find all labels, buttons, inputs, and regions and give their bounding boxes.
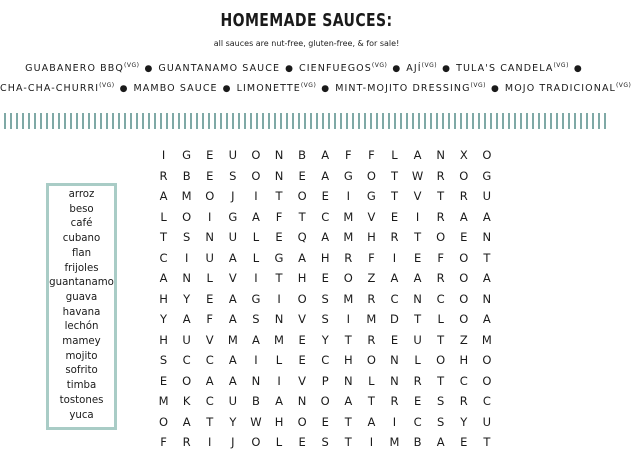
grid-letter[interactable]: R bbox=[459, 394, 468, 408]
word-bank-item: café bbox=[70, 218, 93, 230]
vegan-tag: (VG) bbox=[300, 82, 317, 89]
grid-letter[interactable]: R bbox=[344, 250, 353, 265]
sauce-name bbox=[456, 63, 569, 74]
grid-letter[interactable]: T bbox=[483, 250, 491, 265]
grid-letter[interactable]: G bbox=[228, 209, 238, 224]
grid-letter[interactable]: U bbox=[413, 332, 422, 347]
grid-letter[interactable]: T bbox=[390, 189, 398, 203]
bullet-separator: ● bbox=[144, 64, 154, 74]
grid-letter[interactable]: A bbox=[275, 394, 283, 408]
grid-letter[interactable]: L bbox=[391, 148, 398, 162]
grid-letter[interactable]: O bbox=[366, 353, 376, 367]
grid-letter[interactable]: T bbox=[437, 189, 445, 203]
grid-letter[interactable]: I bbox=[392, 250, 397, 265]
grid-letter[interactable]: N bbox=[482, 230, 492, 244]
grid-letter[interactable]: T bbox=[483, 435, 491, 449]
grid-letter[interactable]: R bbox=[413, 373, 422, 388]
grid-letter[interactable]: V bbox=[413, 189, 422, 203]
grid-letter[interactable]: Z bbox=[367, 271, 376, 285]
grid-letter[interactable]: C bbox=[459, 373, 468, 388]
grid-letter[interactable]: A bbox=[182, 414, 191, 429]
grid-letter[interactable]: N bbox=[274, 168, 284, 183]
vegan-tag: (VG) bbox=[553, 62, 569, 69]
grid-letter[interactable]: S bbox=[229, 168, 237, 183]
grid-letter[interactable]: J bbox=[231, 189, 235, 203]
word-bank-item: beso bbox=[69, 203, 94, 215]
grid-letter[interactable]: B bbox=[182, 168, 191, 183]
grid-letter[interactable]: W bbox=[411, 168, 424, 183]
grid-letter[interactable]: A bbox=[436, 435, 445, 449]
bullet-separator: ● bbox=[285, 64, 295, 74]
grid-letter[interactable]: O bbox=[436, 353, 446, 367]
grid-letter[interactable]: F bbox=[368, 250, 375, 265]
grid-letter[interactable]: R bbox=[459, 189, 468, 203]
grid-letter[interactable]: V bbox=[205, 332, 214, 347]
grid-letter[interactable]: F bbox=[437, 250, 444, 265]
grid-letter[interactable]: S bbox=[252, 312, 260, 326]
grid-letter[interactable]: M bbox=[181, 189, 192, 203]
grid-letter[interactable]: A bbox=[251, 209, 260, 224]
grid-letter[interactable]: N bbox=[297, 394, 307, 408]
grid-letter[interactable]: O bbox=[297, 414, 307, 429]
grid-letter[interactable]: E bbox=[390, 332, 399, 347]
grid-letter[interactable]: O bbox=[459, 250, 469, 265]
grid-letter[interactable]: W bbox=[250, 414, 262, 429]
sauce-label: MINT-MOJITO DRESSING bbox=[335, 83, 471, 94]
grid-letter[interactable]: R bbox=[436, 168, 445, 183]
grid-letter[interactable]: L bbox=[437, 312, 444, 326]
grid-letter[interactable]: O bbox=[436, 230, 446, 244]
sauce-label: TULA'S CANDELA bbox=[456, 63, 554, 74]
bullet-separator: ● bbox=[119, 84, 129, 94]
sauce-name bbox=[406, 63, 437, 74]
grid-letter[interactable]: I bbox=[254, 271, 258, 285]
grid-letter[interactable]: E bbox=[298, 435, 306, 449]
grid-letter[interactable]: G bbox=[274, 250, 284, 265]
grid-letter[interactable]: X bbox=[459, 148, 468, 162]
grid-letter[interactable]: V bbox=[228, 271, 237, 285]
grid-letter[interactable]: R bbox=[367, 291, 376, 306]
grid-letter[interactable]: A bbox=[251, 332, 260, 347]
grid-letter[interactable]: O bbox=[482, 353, 492, 367]
grid-letter[interactable]: T bbox=[437, 373, 445, 388]
vegan-tag: (VG) bbox=[470, 82, 486, 89]
word-bank-item: mamey bbox=[62, 336, 101, 348]
grid-letter[interactable]: N bbox=[251, 373, 261, 388]
grid-letter[interactable]: O bbox=[297, 291, 307, 306]
word-bank bbox=[46, 183, 117, 430]
word-bank-item: frijoles bbox=[64, 262, 99, 274]
grid-letter[interactable]: Y bbox=[229, 414, 237, 429]
grid-letter[interactable]: N bbox=[413, 291, 422, 306]
grid-letter[interactable]: Q bbox=[297, 230, 307, 244]
grid-letter[interactable]: N bbox=[205, 230, 215, 244]
grid-letter[interactable]: E bbox=[159, 373, 168, 388]
grid-letter[interactable]: R bbox=[367, 332, 376, 347]
grid-letter[interactable]: L bbox=[160, 209, 167, 224]
grid-letter[interactable]: O bbox=[205, 189, 215, 203]
vegan-tag: (VG) bbox=[615, 82, 631, 89]
grid-letter[interactable]: B bbox=[298, 148, 307, 162]
grid-letter[interactable]: C bbox=[436, 291, 445, 306]
grid-letter[interactable]: F bbox=[368, 148, 375, 162]
grid-letter[interactable]: E bbox=[460, 435, 468, 449]
grid-letter[interactable]: C bbox=[321, 353, 330, 367]
grid-letter[interactable]: T bbox=[344, 414, 352, 429]
grid-letter[interactable]: E bbox=[206, 168, 214, 183]
grid-letter[interactable]: M bbox=[366, 312, 377, 326]
grid-letter[interactable]: O bbox=[297, 189, 307, 203]
grid-letter[interactable]: E bbox=[206, 148, 214, 162]
grid-letter[interactable]: E bbox=[275, 230, 283, 244]
bullet-separator: ● bbox=[321, 84, 331, 94]
grid-letter[interactable]: A bbox=[367, 414, 376, 429]
grid-letter[interactable]: T bbox=[275, 189, 283, 203]
grid-letter[interactable]: A bbox=[321, 148, 330, 162]
sauce-label: CIENFUEGOS bbox=[299, 63, 372, 74]
grid-letter[interactable]: R bbox=[436, 209, 445, 224]
grid-letter[interactable]: U bbox=[205, 250, 214, 265]
grid-letter[interactable]: Y bbox=[183, 291, 191, 306]
grid-letter[interactable]: V bbox=[298, 312, 307, 326]
grid-letter[interactable]: O bbox=[482, 373, 492, 388]
grid-letter[interactable]: A bbox=[413, 148, 422, 162]
grid-letter[interactable]: Y bbox=[160, 312, 168, 326]
grid-letter[interactable]: I bbox=[277, 373, 281, 388]
grid-letter[interactable]: L bbox=[252, 250, 260, 265]
grid-letter[interactable]: F bbox=[206, 312, 214, 326]
grid-letter[interactable]: N bbox=[482, 291, 492, 306]
word-bank-item: timba bbox=[66, 380, 97, 392]
grid-letter[interactable]: N bbox=[390, 353, 399, 367]
grid-letter[interactable]: J bbox=[231, 435, 235, 449]
sauce-label: GUABANERO BBQ bbox=[25, 63, 124, 74]
grid-letter[interactable]: T bbox=[414, 312, 422, 326]
grid-letter[interactable]: U bbox=[482, 189, 492, 203]
grid-letter[interactable]: C bbox=[321, 209, 330, 224]
grid-letter[interactable]: E bbox=[413, 394, 422, 408]
sauce-name bbox=[505, 83, 631, 94]
grid-letter[interactable]: L bbox=[252, 230, 260, 244]
grid-letter[interactable]: E bbox=[298, 168, 306, 183]
grid-letter[interactable]: O bbox=[459, 168, 469, 183]
grid-letter[interactable]: O bbox=[482, 148, 492, 162]
sauce-list-line-2 bbox=[0, 82, 631, 94]
grid-letter[interactable]: O bbox=[343, 271, 353, 285]
grid-letter[interactable]: H bbox=[367, 230, 376, 244]
grid-letter[interactable]: G bbox=[343, 168, 353, 183]
grid-letter[interactable]: E bbox=[321, 189, 329, 203]
word-bank-item: guantanamo bbox=[49, 277, 114, 289]
grid-letter[interactable]: M bbox=[343, 230, 354, 244]
grid-letter[interactable]: T bbox=[298, 209, 306, 224]
grid-letter[interactable]: C bbox=[182, 353, 191, 367]
grid-letter[interactable]: B bbox=[251, 394, 260, 408]
grid-letter[interactable]: I bbox=[369, 435, 374, 449]
grid-letter[interactable]: O bbox=[320, 394, 330, 408]
grid-letter[interactable]: A bbox=[482, 209, 491, 224]
grid-letter[interactable]: G bbox=[182, 148, 192, 162]
grid-letter[interactable]: D bbox=[390, 312, 399, 326]
vegan-tag: (VG) bbox=[124, 62, 140, 69]
grid-letter[interactable]: O bbox=[182, 209, 192, 224]
grid-letter[interactable]: U bbox=[228, 148, 238, 162]
word-bank-item: lechón bbox=[64, 321, 99, 333]
grid-letter[interactable]: I bbox=[277, 291, 281, 306]
grid-letter[interactable]: G bbox=[366, 189, 376, 203]
word-bank-item: sofrito bbox=[65, 365, 98, 377]
grid-letter[interactable]: H bbox=[297, 271, 307, 285]
grid-letter[interactable]: I bbox=[254, 353, 258, 367]
grid-letter[interactable]: V bbox=[367, 209, 376, 224]
grid-letter[interactable]: A bbox=[159, 271, 168, 285]
word-search-grid bbox=[152, 145, 498, 453]
grid-letter[interactable]: L bbox=[206, 271, 213, 285]
sauce-name bbox=[25, 63, 139, 74]
word-bank-item: mojito bbox=[65, 350, 98, 362]
grid-letter[interactable]: N bbox=[390, 373, 399, 388]
grid-letter[interactable]: C bbox=[159, 250, 168, 265]
grid-letter[interactable]: A bbox=[482, 312, 491, 326]
subtitle: all sauces are nut-free, gluten-free, & for sale! bbox=[213, 39, 400, 48]
grid-letter[interactable]: I bbox=[346, 189, 350, 203]
grid-letter[interactable]: S bbox=[321, 312, 329, 326]
grid-letter[interactable]: R bbox=[159, 168, 168, 183]
grid-letter[interactable]: T bbox=[344, 435, 352, 449]
grid-letter[interactable]: S bbox=[437, 394, 445, 408]
word-list bbox=[49, 186, 114, 423]
grid-letter[interactable]: Z bbox=[459, 332, 468, 347]
grid-letter[interactable]: T bbox=[344, 332, 352, 347]
grid-letter[interactable]: T bbox=[437, 332, 445, 347]
grid-letter[interactable]: M bbox=[343, 291, 354, 306]
grid-letter[interactable]: A bbox=[482, 271, 491, 285]
grid-letter[interactable]: E bbox=[390, 209, 399, 224]
vegan-tag: (VG) bbox=[371, 62, 388, 69]
grid-letter[interactable]: S bbox=[182, 230, 191, 244]
grid-letter[interactable]: K bbox=[182, 394, 191, 408]
grid-letter[interactable]: F bbox=[344, 148, 352, 162]
grid-letter[interactable]: H bbox=[459, 353, 469, 367]
grid-letter[interactable]: I bbox=[415, 209, 420, 224]
grid-letter[interactable]: T bbox=[160, 230, 168, 244]
grid-letter[interactable]: A bbox=[228, 373, 237, 388]
grid-letter[interactable]: S bbox=[321, 435, 329, 449]
sauce-name bbox=[237, 83, 317, 94]
grid-letter[interactable]: I bbox=[346, 312, 350, 326]
grid-letter[interactable]: N bbox=[274, 148, 284, 162]
grid-letter[interactable]: A bbox=[159, 189, 168, 203]
grid-letter[interactable]: R bbox=[436, 271, 445, 285]
grid-letter[interactable]: E bbox=[298, 332, 306, 347]
grid-letter[interactable]: U bbox=[182, 332, 191, 347]
word-bank-item: arroz bbox=[68, 189, 95, 200]
sauce-name bbox=[134, 83, 218, 94]
word-bank-item: yuca bbox=[69, 409, 94, 421]
grid-letter[interactable]: A bbox=[182, 312, 191, 326]
grid-letter[interactable]: R bbox=[182, 435, 191, 449]
grid-letter[interactable]: C bbox=[413, 414, 422, 429]
bullet-separator: ● bbox=[490, 84, 500, 94]
sauce-name bbox=[0, 83, 115, 94]
grid-letter[interactable]: M bbox=[158, 394, 169, 408]
grid-letter[interactable]: A bbox=[298, 250, 307, 265]
grid-letter[interactable]: E bbox=[460, 230, 468, 244]
grid-letter[interactable]: C bbox=[390, 291, 399, 306]
grid-letter[interactable]: E bbox=[321, 271, 329, 285]
vegan-tag: (VG) bbox=[99, 82, 115, 89]
grid-letter[interactable]: S bbox=[159, 353, 168, 367]
grid-letter[interactable]: G bbox=[251, 291, 261, 306]
grid-letter[interactable]: T bbox=[414, 230, 422, 244]
grid-letter[interactable]: I bbox=[208, 209, 212, 224]
grid-letter[interactable]: H bbox=[159, 332, 168, 347]
grid-letter[interactable]: L bbox=[414, 353, 421, 367]
grid-letter[interactable]: Y bbox=[321, 332, 329, 347]
grid-letter[interactable]: N bbox=[182, 271, 191, 285]
grid-letter[interactable]: E bbox=[413, 250, 422, 265]
grid-letter[interactable]: R bbox=[390, 394, 399, 408]
grid-letter[interactable]: T bbox=[390, 168, 398, 183]
grid-letter[interactable]: A bbox=[228, 312, 237, 326]
grid-letter[interactable]: T bbox=[367, 394, 375, 408]
grid-letter[interactable]: O bbox=[159, 414, 169, 429]
grid-letter[interactable]: T bbox=[206, 414, 214, 429]
grid-letter[interactable]: A bbox=[228, 291, 237, 306]
word-bank-item: flan bbox=[71, 247, 92, 259]
grid-letter[interactable]: A bbox=[321, 230, 330, 244]
sauce-name bbox=[299, 63, 387, 74]
grid-letter[interactable]: T bbox=[275, 271, 283, 285]
sauce-name bbox=[158, 63, 280, 74]
grid-letter[interactable]: O bbox=[182, 373, 192, 388]
grid-letter[interactable]: U bbox=[482, 414, 492, 429]
grid-letter[interactable]: I bbox=[161, 148, 166, 162]
page-title: HOMEMADE SAUCES: bbox=[220, 10, 393, 31]
grid-letter[interactable]: A bbox=[390, 271, 399, 285]
grid-letter[interactable]: U bbox=[228, 394, 238, 408]
grid-letter[interactable]: F bbox=[160, 435, 167, 449]
sauce-label: MAMBO SAUCE bbox=[133, 83, 218, 94]
sauce-label: CHA-CHA-CHURRI bbox=[0, 83, 100, 94]
grid-letter[interactable]: C bbox=[205, 394, 214, 408]
grid-letter[interactable]: H bbox=[159, 291, 168, 306]
grid-letter[interactable]: A bbox=[228, 353, 237, 367]
word-bank-item: cubano bbox=[62, 233, 101, 245]
grid-letter[interactable]: C bbox=[482, 394, 491, 408]
grid-letter[interactable]: A bbox=[344, 394, 353, 408]
grid-letter[interactable]: I bbox=[392, 414, 397, 429]
grid-letter[interactable]: O bbox=[459, 312, 469, 326]
bullet-separator: ● bbox=[573, 64, 583, 74]
grid-letter[interactable]: A bbox=[228, 250, 237, 265]
grid-letter[interactable]: M bbox=[227, 332, 238, 347]
grid-letter[interactable]: N bbox=[343, 373, 353, 388]
grid-letter[interactable]: O bbox=[251, 148, 261, 162]
sauce-label: AJÍ bbox=[406, 63, 422, 74]
grid-letter[interactable]: V bbox=[298, 373, 307, 388]
grid-letter[interactable]: A bbox=[205, 373, 214, 388]
bullet-separator: ● bbox=[442, 64, 452, 74]
bullet-separator: ● bbox=[222, 84, 232, 94]
grid-letter[interactable]: N bbox=[436, 148, 445, 162]
grid-letter[interactable]: C bbox=[205, 353, 214, 367]
grid-letter[interactable]: H bbox=[320, 250, 330, 265]
grid-letter[interactable]: F bbox=[275, 209, 283, 224]
grid-letter[interactable]: L bbox=[368, 373, 375, 388]
grid-letter[interactable]: N bbox=[274, 312, 284, 326]
grid-letter[interactable]: E bbox=[321, 414, 329, 429]
grid-letter[interactable]: B bbox=[413, 435, 422, 449]
grid-letter[interactable]: Y bbox=[460, 414, 468, 429]
grid-letter[interactable]: M bbox=[389, 435, 400, 449]
grid-letter[interactable]: I bbox=[254, 189, 258, 203]
grid-letter[interactable]: S bbox=[321, 291, 329, 306]
grid-letter[interactable]: G bbox=[482, 168, 492, 183]
grid-letter[interactable]: O bbox=[251, 435, 261, 449]
grid-letter[interactable]: O bbox=[251, 168, 261, 183]
grid-letter[interactable]: I bbox=[208, 435, 212, 449]
grid-letter[interactable]: L bbox=[275, 435, 283, 449]
grid-letter[interactable]: O bbox=[366, 168, 376, 183]
grid-letter[interactable]: L bbox=[275, 353, 283, 367]
grid-letter[interactable]: M bbox=[343, 209, 354, 224]
sauce-label: GUANTANAMO SAUCE bbox=[158, 63, 281, 74]
word-bank-item: tostones bbox=[59, 394, 104, 406]
grid-letter[interactable]: H bbox=[274, 414, 284, 429]
word-bank-item: guava bbox=[65, 291, 98, 303]
grid-letter[interactable]: A bbox=[413, 271, 422, 285]
sauce-label: MOJO TRADICIONAL bbox=[504, 83, 616, 94]
grid-letter[interactable]: M bbox=[274, 332, 284, 347]
grid-letter[interactable]: H bbox=[343, 353, 353, 367]
sauce-list-line-1 bbox=[0, 62, 613, 74]
grid-letter[interactable]: E bbox=[206, 291, 214, 306]
grid-letter[interactable]: I bbox=[184, 250, 189, 265]
word-bank-item: havana bbox=[62, 306, 101, 318]
vegan-tag: (VG) bbox=[421, 62, 438, 69]
bullet-separator: ● bbox=[392, 64, 402, 74]
grid-letter[interactable]: S bbox=[437, 414, 445, 429]
sauce-name bbox=[335, 83, 486, 94]
grid-letter[interactable]: U bbox=[228, 230, 238, 244]
grid-letter[interactable]: A bbox=[459, 209, 468, 224]
grid-letter[interactable]: A bbox=[321, 168, 330, 183]
grid-letter[interactable]: O bbox=[459, 271, 469, 285]
striped-divider bbox=[4, 113, 610, 129]
grid-letter[interactable]: E bbox=[298, 353, 306, 367]
sauce-label: LIMONETTE bbox=[236, 83, 301, 94]
grid-letter[interactable]: O bbox=[459, 291, 469, 306]
grid-letter[interactable]: M bbox=[481, 332, 492, 347]
grid-letter[interactable]: P bbox=[321, 373, 329, 388]
grid-letter[interactable]: R bbox=[390, 230, 399, 244]
